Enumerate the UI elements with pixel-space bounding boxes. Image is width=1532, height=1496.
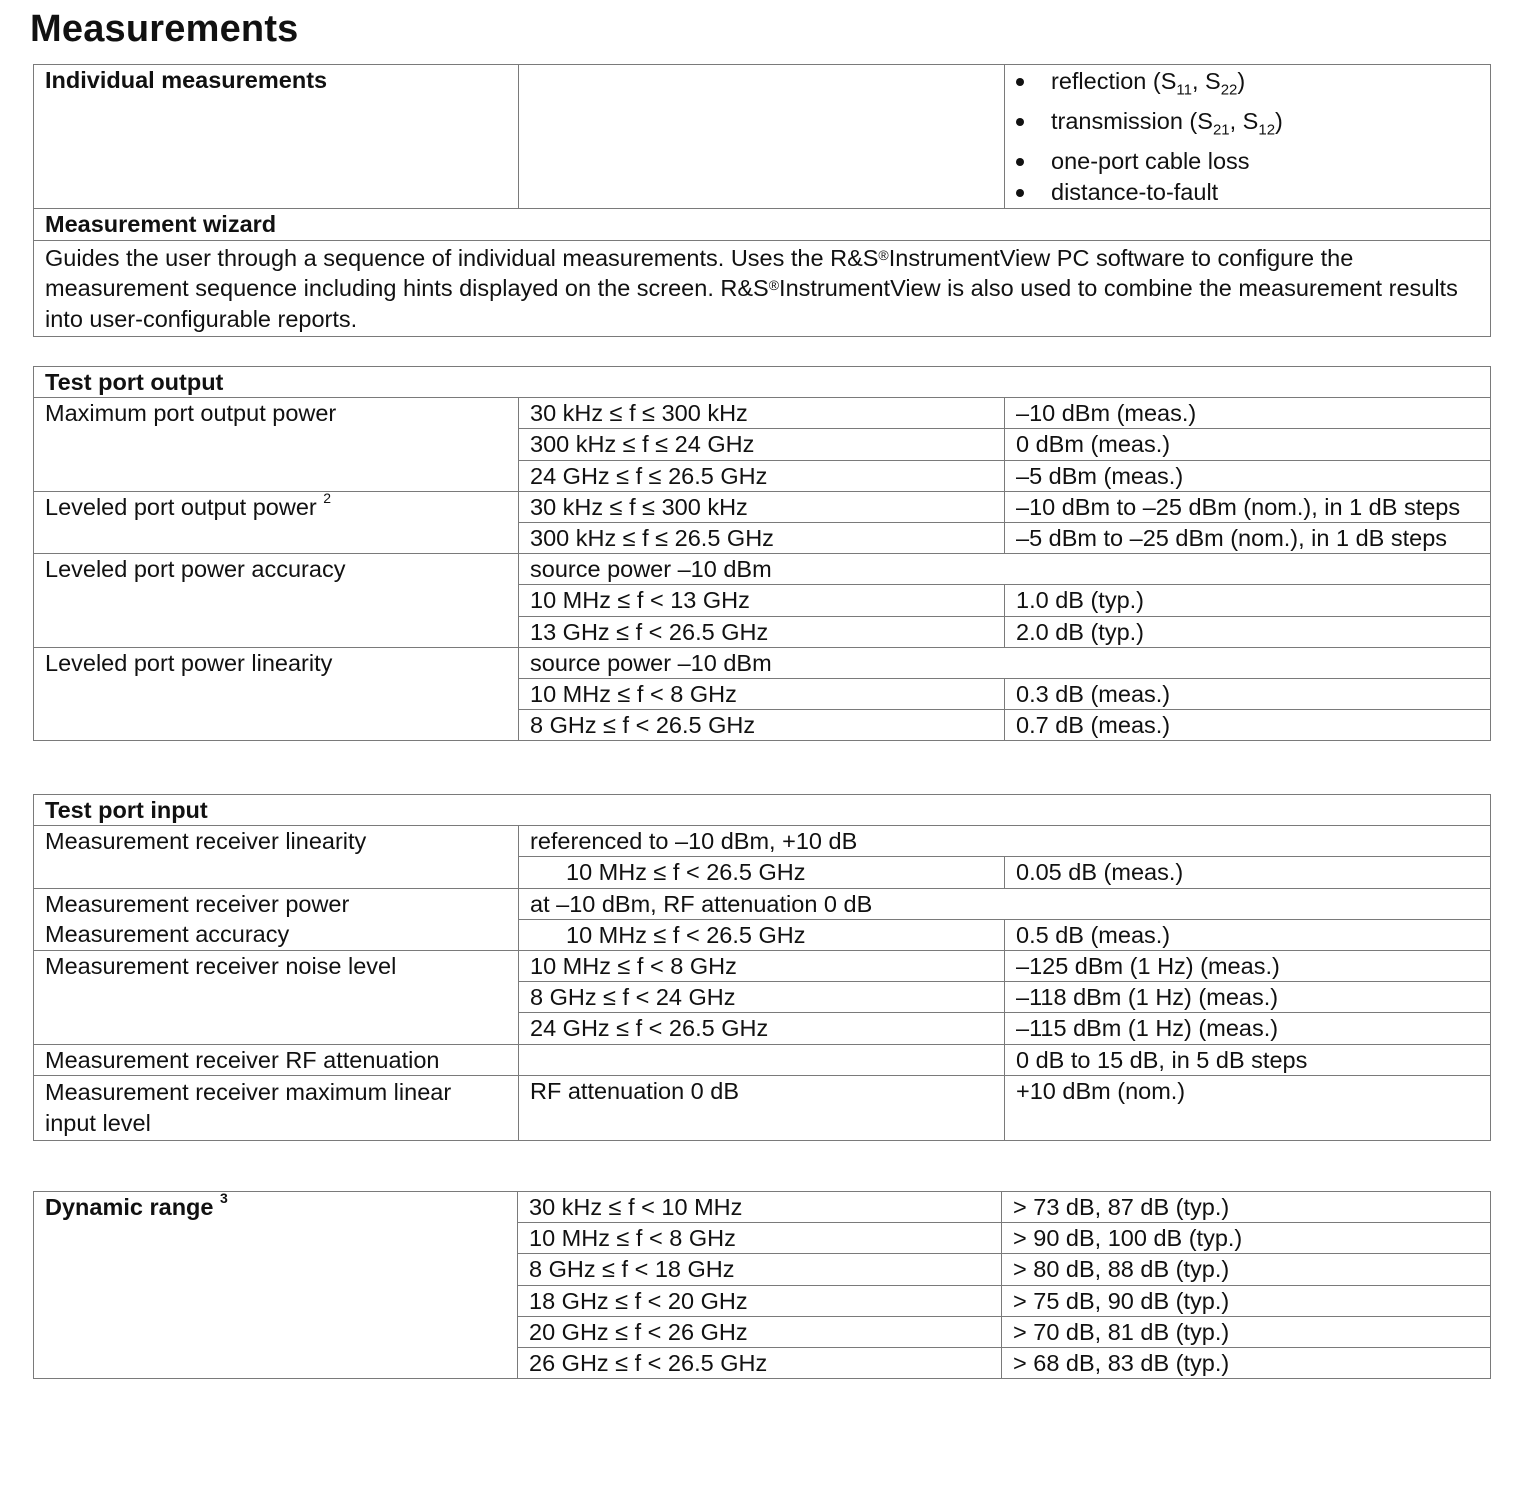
table-row: [34, 950, 1491, 981]
table-row: [34, 65, 1491, 209]
condition: referenced to –10 dBm, +10 dB: [519, 826, 1491, 857]
frequency-range: 10 MHz ≤ f < 8 GHz: [519, 678, 1005, 709]
spec-value: > 80 dB, 88 dB (typ.): [1002, 1254, 1491, 1285]
table-row: [34, 554, 1491, 585]
frequency-range: 20 GHz ≤ f < 26 GHz: [518, 1316, 1002, 1347]
dynamic-range-label: Dynamic range $^3$: [34, 1192, 518, 1379]
measurement-wizard-text: Guides the user through a sequence of individual measurements. Uses the R&S®InstrumentView PC software to configure the measurement sequence including hints displayed on the screen. R&S®InstrumentView is also used to combine the measurement results into user-configurable reports.: [34, 240, 1491, 337]
test-port-output-table: [33, 366, 1491, 741]
page-title: Measurements: [30, 8, 299, 50]
spec-value: 2.0 dB (typ.): [1005, 616, 1491, 647]
frequency-range: 8 GHz ≤ f < 18 GHz: [518, 1254, 1002, 1285]
list-item: one-port cable loss: [1016, 146, 1480, 177]
table-row: [34, 1192, 1491, 1223]
frequency-range: 8 GHz ≤ f < 26.5 GHz: [519, 710, 1005, 741]
spec-value: 0 dBm (meas.): [1005, 429, 1491, 460]
spec-value: > 75 dB, 90 dB (typ.): [1002, 1285, 1491, 1316]
receiver-rf-attenuation-label: Measurement receiver RF attenuation: [34, 1044, 519, 1075]
frequency-range: 30 kHz ≤ f ≤ 300 kHz: [519, 491, 1005, 522]
condition: RF attenuation 0 dB: [519, 1075, 1005, 1140]
table-row: [34, 1044, 1491, 1075]
leveled-port-power-linearity-label: Leveled port power linearity: [34, 647, 519, 741]
spec-value: > 90 dB, 100 dB (typ.): [1002, 1223, 1491, 1254]
frequency-range: 18 GHz ≤ f < 20 GHz: [518, 1285, 1002, 1316]
spec-value: 0.3 dB (meas.): [1005, 678, 1491, 709]
table-row: [34, 209, 1491, 240]
footnote-marker: 3: [220, 1190, 228, 1206]
table-row: [34, 398, 1491, 429]
list-item: transmission ($S_{21}$, $S_{12}$): [1016, 106, 1480, 146]
list-item: reflection ($S_{11}$, $S_{22}$): [1016, 66, 1480, 106]
spec-value: > 70 dB, 81 dB (typ.): [1002, 1316, 1491, 1347]
footnote-marker: 2: [323, 489, 332, 506]
condition: at –10 dBm, RF attenuation 0 dB: [519, 888, 1491, 919]
frequency-range: 300 kHz ≤ f ≤ 26.5 GHz: [519, 522, 1005, 553]
test-port-input-header: Test port input: [34, 795, 1491, 826]
receiver-linearity-label: Measurement receiver linearity: [34, 826, 519, 888]
frequency-range: 26 GHz ≤ f < 26.5 GHz: [518, 1347, 1002, 1378]
frequency-range: 300 kHz ≤ f ≤ 24 GHz: [519, 429, 1005, 460]
spec-value: –125 dBm (1 Hz) (meas.): [1005, 950, 1491, 981]
dynamic-range-table: [33, 1191, 1491, 1379]
table-row: [34, 826, 1491, 857]
spec-value: –10 dBm (meas.): [1005, 398, 1491, 429]
table-row: [34, 1075, 1491, 1140]
frequency-range: 10 MHz ≤ f < 26.5 GHz: [519, 857, 1005, 888]
receiver-noise-level-label: Measurement receiver noise level: [34, 950, 519, 1044]
frequency-range: 8 GHz ≤ f < 24 GHz: [519, 982, 1005, 1013]
table-row: [34, 240, 1491, 337]
individual-measurements-list: [1016, 66, 1480, 207]
frequency-range: 10 MHz ≤ f < 8 GHz: [519, 950, 1005, 981]
frequency-range: 10 MHz ≤ f < 13 GHz: [519, 585, 1005, 616]
measurement-wizard-label: Measurement wizard: [34, 209, 1491, 240]
individual-measurements-list-cell: [1005, 65, 1491, 209]
spec-value: –118 dBm (1 Hz) (meas.): [1005, 982, 1491, 1013]
frequency-range: 30 kHz ≤ f < 10 MHz: [518, 1192, 1002, 1223]
spec-value: 1.0 dB (typ.): [1005, 585, 1491, 616]
frequency-range: 10 MHz ≤ f < 8 GHz: [518, 1223, 1002, 1254]
leveled-port-power-accuracy-label: Leveled port power accuracy: [34, 554, 519, 648]
measurements-table: [33, 64, 1491, 337]
receiver-power-label: Measurement receiver power: [34, 888, 519, 919]
spec-value: –115 dBm (1 Hz) (meas.): [1005, 1013, 1491, 1044]
condition: source power –10 dBm: [519, 647, 1491, 678]
table-row: [34, 795, 1491, 826]
table-row: [34, 367, 1491, 398]
empty-cell: [519, 1044, 1005, 1075]
table-row: [34, 888, 1491, 919]
receiver-max-linear-input-label: Measurement receiver maximum linear input level: [34, 1075, 519, 1140]
table-row: [34, 491, 1491, 522]
leveled-port-output-power-label: Leveled port output power $^2$: [34, 491, 519, 553]
empty-cell: [519, 65, 1005, 209]
test-port-input-table: [33, 794, 1491, 1141]
spec-value: –10 dBm to –25 dBm (nom.), in 1 dB steps: [1005, 491, 1491, 522]
test-port-output-header: Test port output: [34, 367, 1491, 398]
individual-measurements-label: Individual measurements: [34, 65, 519, 209]
frequency-range: 24 GHz ≤ f < 26.5 GHz: [519, 1013, 1005, 1044]
spec-value: 0.7 dB (meas.): [1005, 710, 1491, 741]
table-row: [34, 919, 1491, 950]
spec-value: –5 dBm to –25 dBm (nom.), in 1 dB steps: [1005, 522, 1491, 553]
spec-value: +10 dBm (nom.): [1005, 1075, 1491, 1140]
table-row: [34, 647, 1491, 678]
measurement-accuracy-label: Measurement accuracy: [34, 919, 519, 950]
spec-value: 0.5 dB (meas.): [1005, 919, 1491, 950]
frequency-range: 13 GHz ≤ f < 26.5 GHz: [519, 616, 1005, 647]
list-item: distance-to-fault: [1016, 177, 1480, 208]
spec-value: –5 dBm (meas.): [1005, 460, 1491, 491]
spec-value: 0 dB to 15 dB, in 5 dB steps: [1005, 1044, 1491, 1075]
frequency-range: 10 MHz ≤ f < 26.5 GHz: [519, 919, 1005, 950]
spec-value: > 73 dB, 87 dB (typ.): [1002, 1192, 1491, 1223]
max-port-output-power-label: Maximum port output power: [34, 398, 519, 492]
spec-value: 0.05 dB (meas.): [1005, 857, 1491, 888]
frequency-range: 30 kHz ≤ f ≤ 300 kHz: [519, 398, 1005, 429]
condition: source power –10 dBm: [519, 554, 1491, 585]
spec-value: > 68 dB, 83 dB (typ.): [1002, 1347, 1491, 1378]
frequency-range: 24 GHz ≤ f ≤ 26.5 GHz: [519, 460, 1005, 491]
